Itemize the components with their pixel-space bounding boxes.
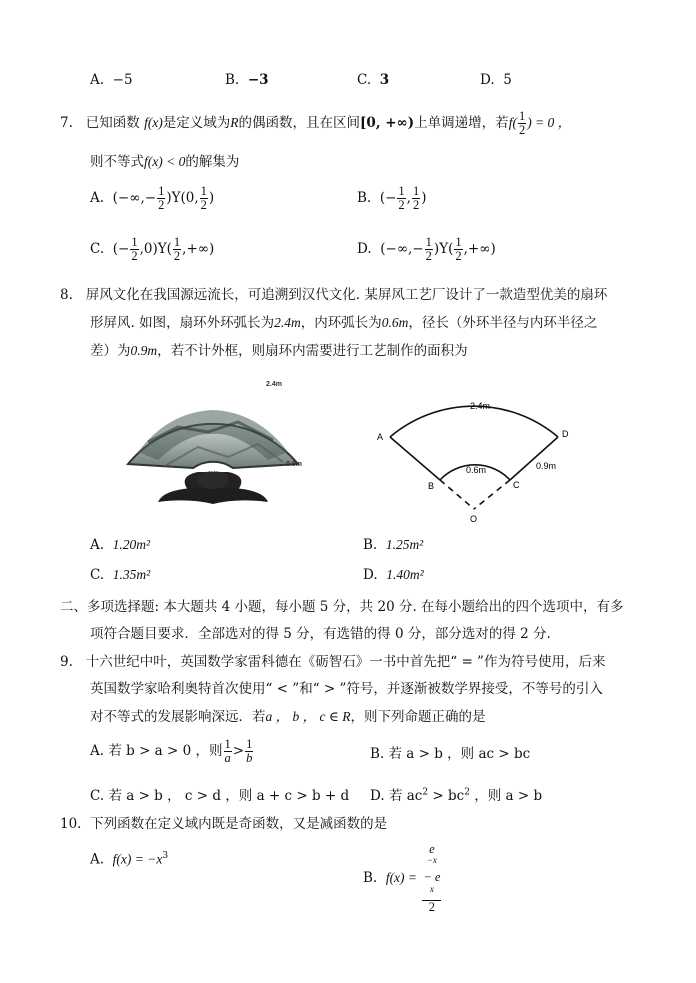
q8-option-c: C. 1.35m² — [90, 567, 151, 583]
q7-option-d: D. (−∞,− $\frac{1}{2}$ )Υ( $\frac{1}{2}$ ,+∞) — [357, 235, 496, 264]
q9-option-b: B. 若 a > b ，则 ac > bc — [370, 746, 531, 762]
q7-option-a: A. (−∞,− $\frac{1}{2}$ )Υ(0, $\frac{1}{2}$ ) — [90, 184, 215, 213]
q7-stem-line2: 则不等式f(x) < 0的解集为 — [90, 154, 240, 170]
q8-stem-line3: 差）为0.9m，若不计外框，则扇环内需要进行工艺制作的面积为 — [90, 343, 468, 359]
q7-option-c: C. (− $\frac{1}{2}$ ,0)Υ( $\frac{1}{2}$ ,+∞) — [90, 235, 215, 264]
side-DC — [510, 437, 558, 480]
q10-option-a: A. $f(x) = -x^3$ — [90, 851, 169, 868]
section2-line2: 项符合题目要求．全部选对的得 5 分，有选错的得 0 分，部分选对的得 2 分. — [90, 626, 551, 642]
q10-stem: 10. 下列函数在定义域内既是奇函数，又是减函数的是 — [60, 816, 388, 832]
photo-radial-label: 0.9m — [286, 461, 302, 468]
photo-outer-label: 2.4m — [266, 381, 282, 388]
fan-screen-photo — [118, 372, 318, 516]
q9-stem-line3: 对不等式的发展影响深远．若a ， b ， c ∈ R，则下列命题正确的是 — [90, 709, 486, 725]
section2-line1: 二、多项选择题: 本大题共 4 小题，每小题 5 分，共 20 分. 在每小题给出的四个选项中，有多 — [60, 599, 624, 615]
q9-stem-line1: 9. 十六世纪中叶，英国数学家雷科德在《砺智石》一书中首先把“ = ”作为符号使用，后来 — [60, 654, 606, 670]
q9-option-d: D. 若 $ac^2 > bc^2$ ，则 a > b — [370, 787, 543, 804]
q6-option-b: B. −3 — [225, 72, 269, 88]
photo-inner-label: 0.6m — [206, 468, 220, 474]
q7-option-b: B. (− $\frac{1}{2}$ , $\frac{1}{2}$ ) — [357, 184, 427, 213]
point-O: O — [470, 514, 478, 524]
point-A: A — [377, 432, 384, 442]
q8-option-d: D. 1.40m² — [363, 567, 424, 583]
q8-option-a: A. 1.20m² — [90, 537, 151, 553]
q9-option-c: C. 若 a > b ， c > d ，则 a + c > b + d — [90, 788, 350, 804]
q6-option-c: C. 3 — [357, 72, 390, 88]
fan-ring-diagram — [370, 385, 585, 525]
diag-inner-label: 0.6m — [466, 465, 487, 475]
point-C: C — [513, 480, 520, 490]
q10-option-b: B. f(x) = e $^{-x}$ − e $^x$ 2 — [363, 842, 441, 914]
q8-stem-line1: 8. 屏风文化在我国源远流长，可追溯到汉代文化. 某屏风工艺厂设计了一款造型优美的扇环 — [60, 287, 608, 303]
side-AB — [390, 437, 440, 480]
point-D: D — [562, 429, 569, 439]
diag-radial-label: 0.9m — [536, 461, 557, 471]
q8-stem-line2: 形屏风. 如图，扇环外环弧长为2.4m，内环弧长为0.6m，径长（外环半径与内环半径之 — [90, 315, 598, 331]
q8-option-b: B. 1.25m² — [363, 537, 424, 553]
diag-outer-label: 2.4m — [470, 401, 491, 411]
point-B: B — [428, 481, 435, 491]
dashed-BO — [440, 480, 474, 509]
q7-stem-line1: 7. 已知函数 f(x)是定义域为R的偶函数，且在区间[0, +∞)上单调递增，若f( $\frac{1}{2}$ ) = 0 ， — [60, 109, 572, 138]
q6-option-a: A. −5 — [90, 72, 133, 88]
q9-option-a: A. 若 b > a > 0 ，则 $\frac{1}{a}$ > $\frac{1}{b}$ — [90, 737, 253, 766]
dashed-CO — [474, 480, 510, 509]
q6-option-d: D. 5 — [480, 72, 512, 88]
q9-stem-line2: 英国数学家哈利奥特首次使用“ < ”和“ > ”符号，并逐渐被数学界接受，不等号的引入 — [90, 681, 603, 697]
